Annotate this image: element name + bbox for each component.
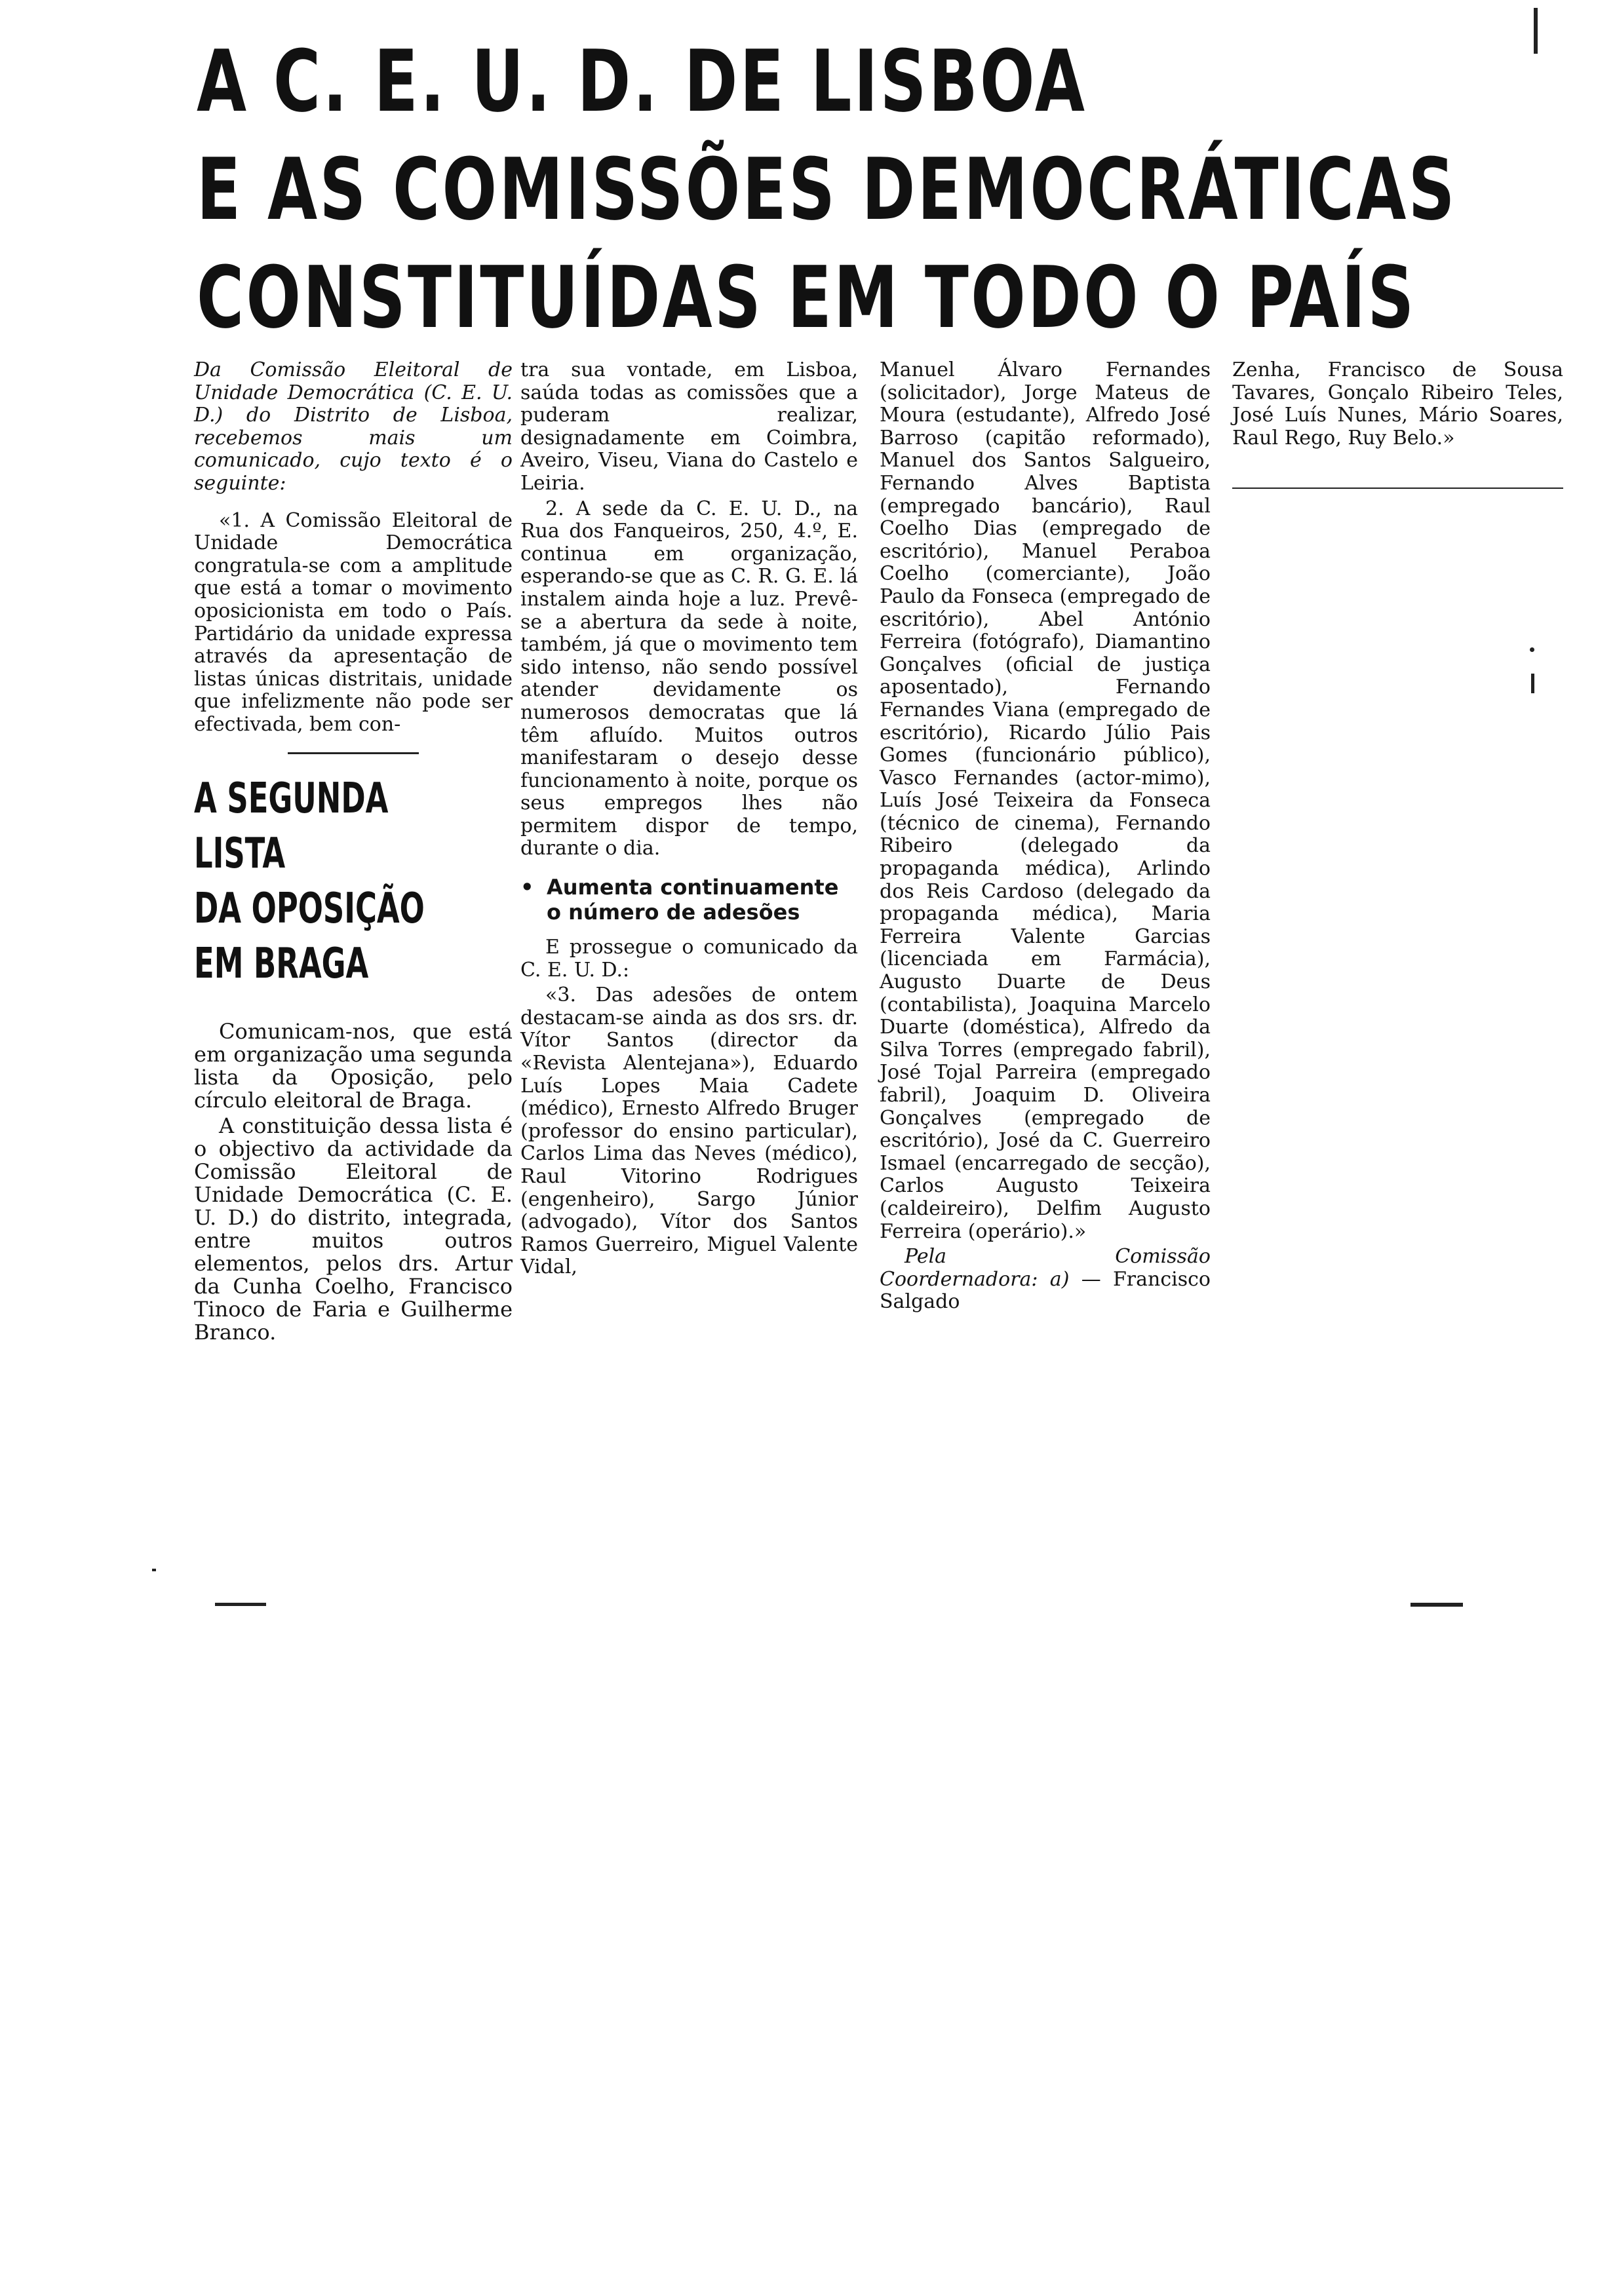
braga-paragraph-2: A constituição dessa lista é o objectivo da actividade da Comissão Eleitoral de Unidade Democrática (C. E. U. D.) do distrito, integrada, entre muitos outros elementos, pelos drs. Artur da Cunha Coelho, Francisco Tinoco de Faria e Guilherme Branco. [194,1113,513,1345]
signature-label: Pela Comissão Coordernadora: a) [880,1245,1211,1291]
divider [288,752,419,754]
intro-paragraph: Da Comissão Eleitoral de Unidade Democrática (C. E. U. D.) do Distrito de Lisboa, recebemos mais um comunicado, cujo texto é o seguinte: [194,358,513,495]
headline [197,28,1457,352]
bullet-heading-text: Aumenta continuamente o número de adesões [547,875,839,925]
scan-mark-top-right [1534,8,1538,54]
col3-paragraph-1: Manuel Álvaro Fernandes (solicitador), Jorge Mateus de Moura (estudante), Alfredo José Barroso (capitão reformado), Manuel dos Santos Salgueiro, Fernando Alves Baptista (empregado bancário), Raul Coelho Dias (empregado de escritório), Manuel Peraboa Coelho (comerciante), João Paulo da Fonseca (empregado de escritório), Abel António Ferreira (fotógrafo), Diamantino Gonçalves (oficial de justiça aposentado), Fernando Fernandes Viana (empregado de escritório), Ricardo Júlio Pais Gomes (funcionário público), Vasco Fernandes (actor-mimo), Luís José Teixeira da Fonseca (técnico de cinema), Fernando Ribeiro (delegado da propaganda médica), Arlindo dos Reis Cardoso (delegado da propaganda médica), Maria Ferreira Valente Garcias (licenciada em Farmácia), Augusto Duarte de Deus (contabilista), Joaquina Marcelo Duarte (doméstica), Alfredo da Silva Torres (empregado fabril), José Tojal Parreira (empregado fabril), Joaquim D. Oliveira Gonçalves (empregado de escritório), José da C. Guerreiro Ismael (encarregado de secção), Carlos Augusto Teixeira (caldeireiro), Delfim Augusto Ferreira (operário).» [880,358,1211,1243]
subheading-line-4: EM BRAGA [194,939,369,988]
subheading-line-2: LISTA [194,829,286,878]
col2-paragraph-3: E prossegue o comunicado da C. E. U. D.: [520,936,858,982]
braga-paragraph-1: Comunicam-nos, que está em organização uma segunda lista da Oposição, pelo círculo eleitoral de Braga. [194,1018,513,1113]
bullet-icon: • [520,875,534,900]
column-1 [194,359,513,1347]
col2-paragraph-4: «3. Das adesões de ontem destacam-se ainda as dos srs. dr. Vítor Santos (director da «Revista Alentejana»), Eduardo Luís Lopes Maia Cadete (médico), Ernesto Alfredo Bruger (professor do ensino particular), Carlos Lima das Neves (médico), Raul Vitorino Rodrigues (engenheiro), Sargo Júnior (advogado), Vítor dos Santos Ramos Guerreiro, Miguel Valente Vidal, [520,984,858,1279]
subheading-line-1: A SEGUNDA [194,774,389,823]
headline-line-1: A C. E. U. D. DE LISBOA [197,31,1087,131]
signature-name: — Francisco Salgado [880,1267,1211,1314]
col4-paragraph-1: Zenha, Francisco de Sousa Tavares, Gonçalo Ribeiro Teles, José Luís Nunes, Mário Soares, Raul Rego, Ruy Belo.» [1232,358,1563,450]
bullet-heading [520,875,858,925]
subheading [194,771,442,991]
headline-line-3: CONSTITUÍDAS EM TODO O PAÍS [197,248,1416,347]
scan-mark-left-low [215,1603,266,1606]
column-4 [1232,359,1563,489]
paragraph-1: «1. A Comissão Eleitoral de Unidade Democrática congratula-se com a amplitude que está a tomar o movimento oposicionista em todo o País. Partidário da unidade expressa através da apresentação de listas únicas distritais, unidade que infelizmente não pode ser efectivada, bem con- [194,508,513,736]
col2-paragraph-1: tra sua vontade, em Lisboa, saúda todas as comissões que a puderam realizar, designadamente em Coimbra, Aveiro, Viseu, Viana do Castelo e Leiria. [520,358,858,495]
headline-line-2: E AS COMISSÕES DEMOCRÁTICAS [197,140,1457,239]
col2-paragraph-2: 2. A sede da C. E. U. D., na Rua dos Fanqueiros, 250, 4.º, E. continua em organização, esperando-se que as C. R. G. E. lá instalem ainda hoje a luz. Prevê-se a abertura da sede à noite, também, já que o movimento tem sido intenso, não sendo possível atender devidamente os numerosos democratas que lá têm afluído. Muitos outros manifestaram o desejo desse funcionamento à noite, porque os seus empregos lhes não permitem dispor de tempo, durante o dia. [520,497,858,860]
scan-mark-right-2 [1531,674,1534,693]
scan-mark-right-low [1411,1603,1463,1607]
scan-speck-1 [152,1569,156,1571]
column-4-rule [1232,488,1563,489]
scan-mark-right-1 [1530,647,1534,652]
subheading-line-3: DA OPOSIÇÃO [194,884,425,933]
signature-line [880,1246,1211,1314]
column-3 [880,359,1211,1316]
column-2 [520,359,858,1282]
